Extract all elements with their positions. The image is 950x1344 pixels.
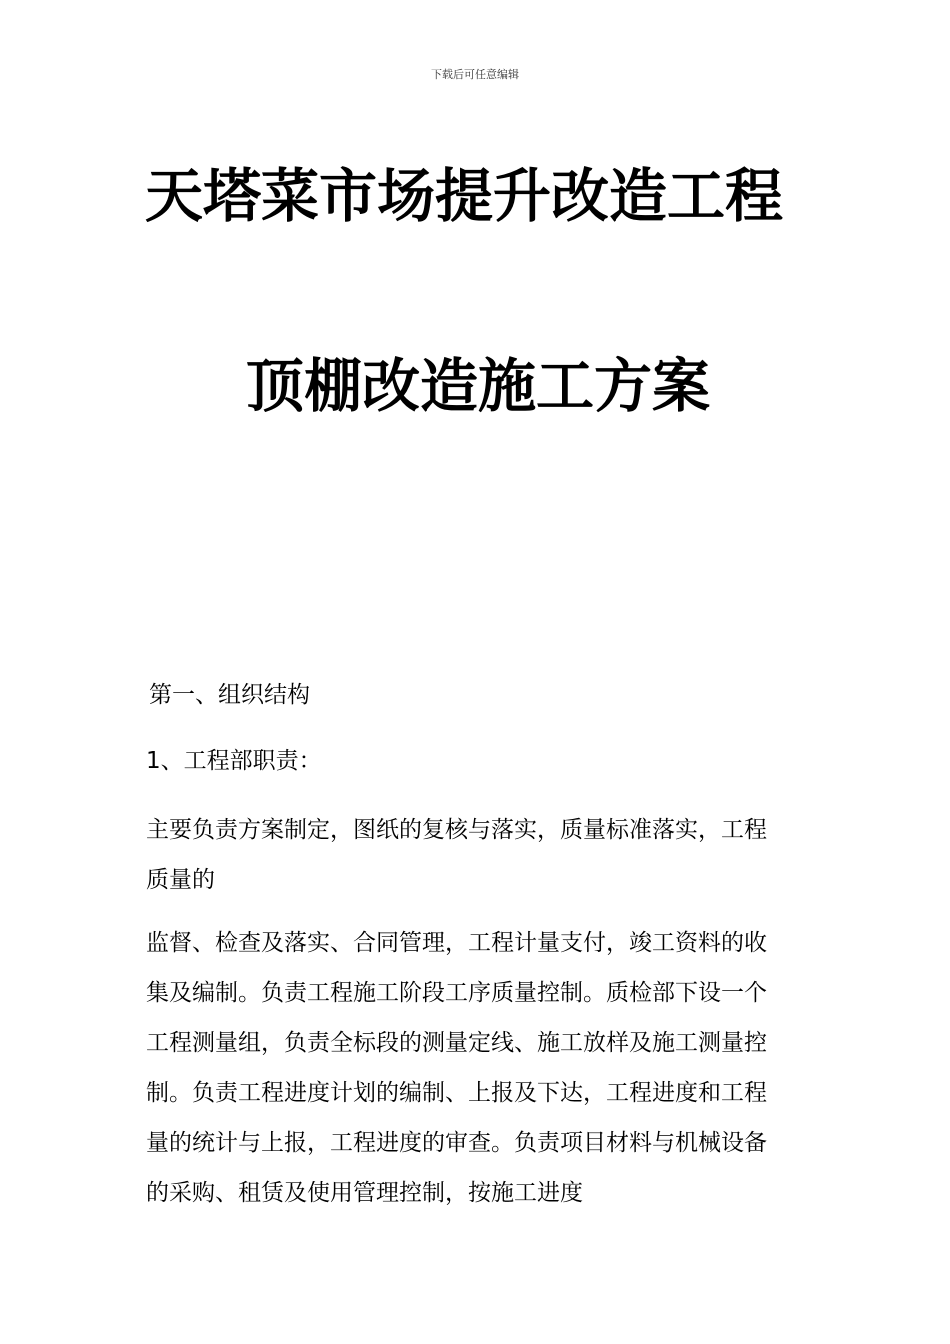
header-note: 下载后可任意编辑 bbox=[431, 68, 519, 81]
paragraph-line: 监督、检查及落实、合同管理，工程计量支付，竣工资料的收 bbox=[146, 930, 767, 956]
paragraph-line: 工程测量组，负责全标段的测量定线、施工放样及施工测量控 bbox=[146, 1030, 767, 1056]
paragraph-line: 集及编制。负责工程施工阶段工序质量控制。质检部下设一个 bbox=[146, 980, 767, 1006]
section-heading: 第一、组织结构 bbox=[149, 682, 310, 708]
sub-heading: 1、工程部职责： bbox=[146, 748, 322, 774]
paragraph-line: 质量的 bbox=[146, 867, 215, 893]
paragraph-2 bbox=[146, 918, 810, 1218]
document-title: 天塔菜市场提升改造工程 bbox=[145, 162, 784, 230]
paragraph-1 bbox=[146, 805, 810, 905]
paragraph-line: 量的统计与上报，工程进度的审查。负责项目材料与机械设备 bbox=[146, 1130, 767, 1156]
paragraph-line: 制。负责工程进度计划的编制、上报及下达，工程进度和工程 bbox=[146, 1080, 767, 1106]
document-subtitle: 顶棚改造施工方案 bbox=[246, 352, 711, 420]
paragraph-line: 的采购、租赁及使用管理控制，按施工进度 bbox=[146, 1180, 583, 1206]
paragraph-line: 主要负责方案制定，图纸的复核与落实，质量标准落实，工程 bbox=[146, 817, 767, 843]
